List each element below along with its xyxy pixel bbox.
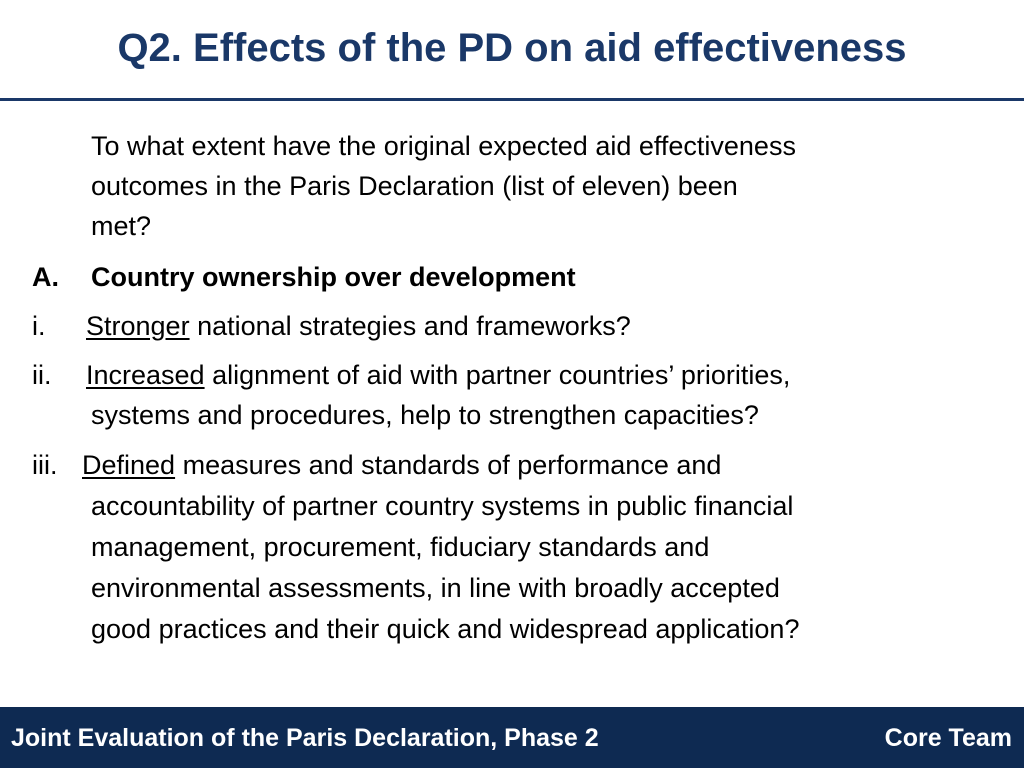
item-text: measures and standards of performance and [175,450,722,480]
item-continuation: accountability of partner country systems in public financial [91,491,794,521]
intro-line: met? [91,211,152,241]
item-text: national strategies and frameworks? [189,311,631,341]
item-keyword: Increased [86,360,205,390]
item-continuation: management, procurement, fiduciary standards and [91,532,710,562]
item-continuation: systems and procedures, help to strengthen capacities? [91,400,759,430]
item-keyword: Defined [82,450,176,480]
item-marker: i. [32,311,46,341]
list-item [86,306,631,346]
item-marker: iii. [32,450,58,480]
item-text: alignment of aid with partner countries’ priorities, [204,360,791,390]
list-item [86,355,790,395]
section-marker: A. [32,262,59,292]
slide-title: Q2. Effects of the PD on aid effectiveness [117,26,907,70]
intro-line: To what extent have the original expected aid effectiveness [91,131,796,161]
item-keyword: Stronger [86,311,190,341]
item-continuation: good practices and their quick and widespread application? [91,614,800,644]
footer-bar [0,707,1024,768]
footer-team: Core Team [884,724,1012,752]
footer-title: Joint Evaluation of the Paris Declaration, Phase 2 [11,724,599,752]
item-marker: ii. [32,360,52,390]
list-item [82,445,721,485]
section-heading: Country ownership over development [91,262,576,292]
item-continuation: environmental assessments, in line with broadly accepted [91,573,780,603]
intro-line: outcomes in the Paris Declaration (list of eleven) been [91,171,738,201]
